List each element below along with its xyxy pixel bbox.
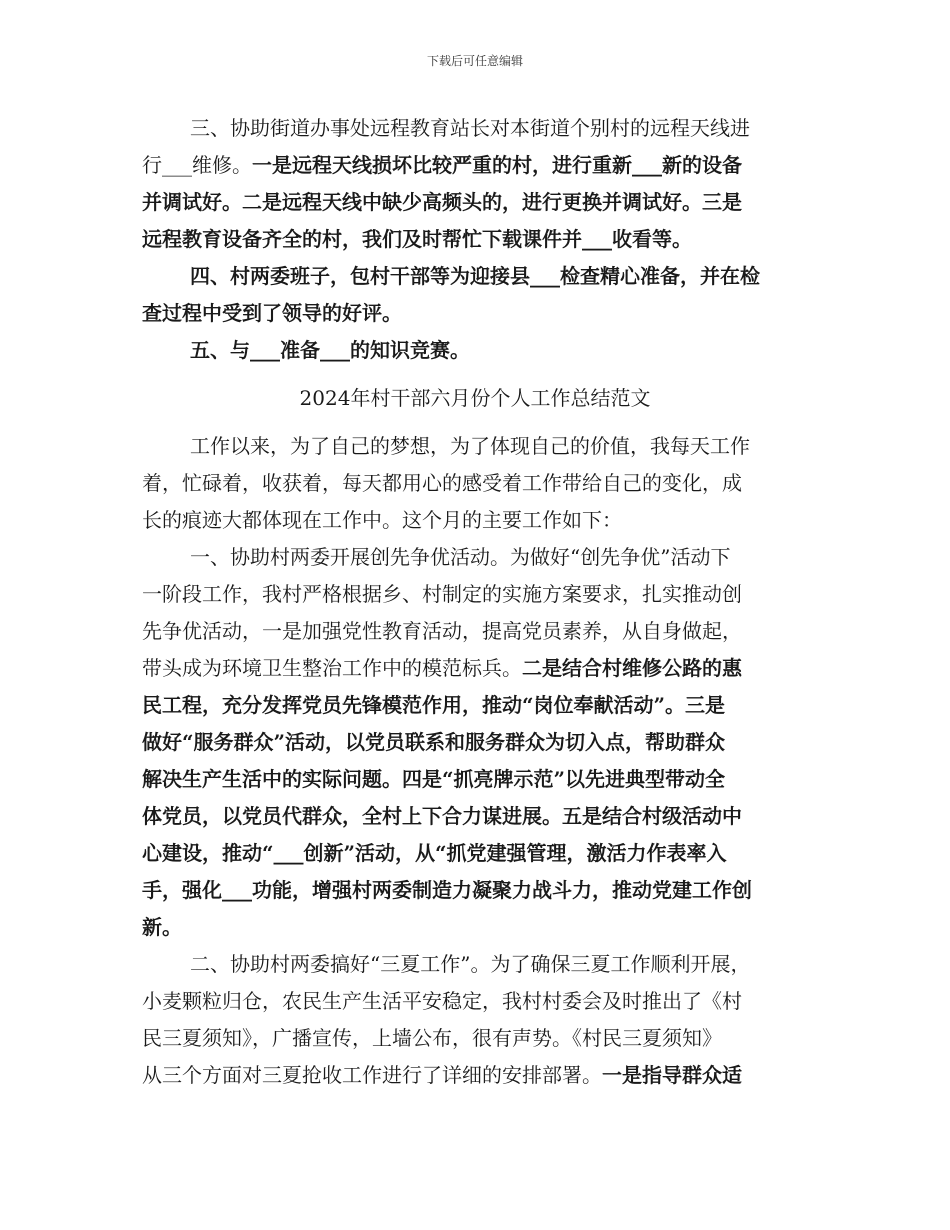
text-line: 手，强化___功能，增强村两委制造力凝聚力战斗力，推动党建工作创 [142, 878, 752, 902]
text-line: 四、村两委班子，包村干部等为迎接县___检查精心准备，并在检 [190, 264, 760, 288]
text-line: 三、协助街道办事处远程教育站长对本街道个别村的远程天线进 [190, 116, 750, 140]
text-line: 五、与___准备___的知识竞赛。 [190, 338, 470, 362]
article-title: 2024年村干部六月份个人工作总结范文 [299, 386, 651, 410]
text-line: 解决生产生活中的实际问题。四是“抓亮牌示范”以先进典型带动全 [142, 767, 726, 791]
text-line: 从三个方面对三夏抢收工作进行了详细的安排部署。一是指导群众适 [142, 1063, 742, 1087]
text-line: 一阶段工作，我村严格根据乡、村制定的实施方案要求，扎实推动创 [142, 582, 742, 606]
text-line: 新。 [142, 915, 182, 939]
text-line: 长的痕迹大都体现在工作中。这个月的主要工作如下： [142, 508, 622, 532]
text-line: 小麦颗粒归仓，农民生产生活平安稳定，我村村委会及时推出了《村 [142, 989, 742, 1013]
page-header: 下载后可任意编辑 [426, 54, 523, 68]
text-line: 一、协助村两委开展创先争优活动。为做好“创先争优”活动下 [190, 545, 731, 569]
text-line: 查过程中受到了领导的好评。 [142, 301, 402, 325]
text-line: 工作以来，为了自己的梦想，为了体现自己的价值，我每天工作 [190, 434, 750, 458]
text-line: 心建设，推动“___创新”活动，从“抓党建强管理，激活力作表率入 [142, 841, 727, 865]
text-line: 民三夏须知》，广播宣传，上墙公布，很有声势。《村民三夏须知》 [142, 1026, 722, 1050]
text-line: 并调试好。二是远程天线中缺少高频头的，进行更换并调试好。三是 [142, 190, 742, 214]
text-line: 带头成为环境卫生整治工作中的模范标兵。二是结合村维修公路的惠 [142, 656, 742, 680]
text-line: 民工程，充分发挥党员先锋模范作用，推动“岗位奉献活动”。三是 [142, 693, 726, 717]
text-line: 做好“服务群众”活动，以党员联系和服务群众为切入点，帮助群众 [142, 730, 726, 754]
text-line: 二、协助村两委搞好“三夏工作”。为了确保三夏工作顺利开展， [190, 952, 751, 976]
text-line: 远程教育设备齐全的村，我们及时帮忙下载课件并___收看等。 [142, 227, 692, 251]
text-line: 先争优活动，一是加强党性教育活动，提高党员素养，从自身做起， [142, 619, 742, 643]
text-line: 体党员，以党员代群众，全村上下合力谋进展。五是结合村级活动中 [142, 804, 742, 828]
text-line: 行___维修。一是远程天线损坏比较严重的村，进行重新___新的设备 [142, 153, 742, 177]
text-line: 着，忙碌着，收获着，每天都用心的感受着工作带给自己的变化，成 [142, 471, 742, 495]
